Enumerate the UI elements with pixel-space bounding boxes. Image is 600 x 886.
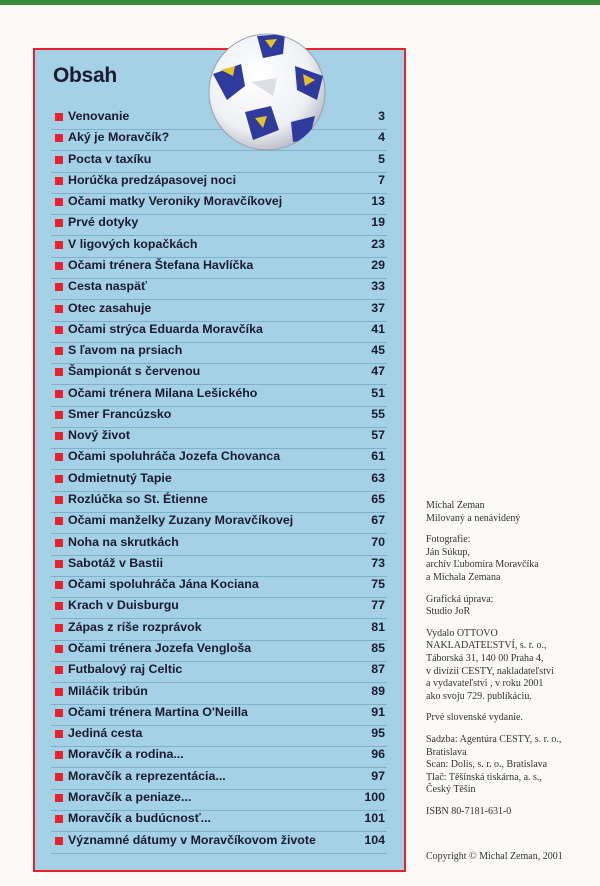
toc-entry[interactable] xyxy=(51,214,387,236)
square-bullet-icon xyxy=(55,794,63,802)
toc-entry[interactable] xyxy=(51,406,387,428)
toc-entry[interactable] xyxy=(51,300,387,322)
toc-entry-page: 67 xyxy=(371,513,385,528)
toc-entry-page: 55 xyxy=(371,406,385,421)
toc-entry-page: 57 xyxy=(371,428,385,443)
square-bullet-icon xyxy=(55,815,63,823)
toc-entry[interactable] xyxy=(51,278,387,300)
colophon-publisher-line: Vydalo OTTOVO xyxy=(426,627,498,639)
toc-entry-page: 23 xyxy=(371,236,385,251)
toc-entry-title: Zápas z ríše rozprávok xyxy=(68,619,202,634)
toc-entry-title: Očami manželky Zuzany Moravčíkovej xyxy=(68,513,294,528)
toc-entry[interactable] xyxy=(51,427,387,449)
square-bullet-icon xyxy=(55,475,63,483)
toc-entry-title: Smer Francúzsko xyxy=(68,406,172,421)
toc-entry-page: 77 xyxy=(371,598,385,613)
colophon-publisher-line: ako svoju 729. publikáciu. xyxy=(426,690,532,702)
toc-entry-title: Očami spoluhráča Jozefa Chovanca xyxy=(68,449,281,464)
toc-entry-title: Rozlúčka so St. Étienne xyxy=(68,492,208,507)
square-bullet-icon xyxy=(55,539,63,547)
toc-entry-page: 5 xyxy=(378,151,385,166)
square-bullet-icon xyxy=(55,645,63,653)
toc-entry-page: 81 xyxy=(371,619,385,634)
toc-entry[interactable] xyxy=(51,534,387,556)
toc-entry-title: Miláčik tribún xyxy=(68,683,148,698)
toc-entry[interactable] xyxy=(51,619,387,641)
colophon-publisher-line: a vydavateľstvi , v roku 2001 xyxy=(426,678,544,690)
toc-entry-title: Očami trénera Štefana Havlíčka xyxy=(68,257,254,272)
toc-entry-title: Očami strýca Eduarda Moravčíka xyxy=(68,321,263,336)
toc-entry-title: S ľavom na prsiach xyxy=(68,343,183,358)
toc-entry-page: 41 xyxy=(371,321,385,336)
toc-entry[interactable] xyxy=(51,640,387,662)
toc-entry-page: 29 xyxy=(371,257,385,272)
toc-entry[interactable] xyxy=(51,789,387,811)
football-image xyxy=(205,30,329,154)
toc-entry-page: 95 xyxy=(371,726,385,741)
square-bullet-icon xyxy=(55,219,63,227)
colophon-publisher-line: NAKLADATEĽSTVÍ, s. r. o., xyxy=(426,640,547,652)
colophon-design-line: Studio JoR xyxy=(426,606,471,618)
toc-entry[interactable] xyxy=(51,342,387,364)
square-bullet-icon xyxy=(55,837,63,845)
toc-entry[interactable] xyxy=(51,768,387,790)
colophon-design-line: Grafická úprava: xyxy=(426,593,494,605)
square-bullet-icon xyxy=(55,368,63,376)
toc-entry[interactable] xyxy=(51,321,387,343)
toc-entry[interactable] xyxy=(51,576,387,598)
toc-entry-page: 4 xyxy=(378,130,385,145)
toc-entry-title: Venovanie xyxy=(68,109,130,123)
toc-entry[interactable] xyxy=(51,725,387,747)
toc-entry-page: 89 xyxy=(371,683,385,698)
toc-entry[interactable] xyxy=(51,236,387,258)
toc-entry[interactable] xyxy=(51,512,387,534)
colophon-production-line: Sadzba: Agentúra CESTY, s. r. o., xyxy=(426,733,562,745)
toc-list xyxy=(35,50,404,870)
toc-entry[interactable] xyxy=(51,491,387,513)
toc-entry-title: Prvé dotyky xyxy=(68,215,139,230)
toc-entry[interactable] xyxy=(51,810,387,832)
toc-entry[interactable] xyxy=(51,597,387,619)
toc-entry-page: 47 xyxy=(371,364,385,379)
contents-panel xyxy=(33,48,406,872)
toc-entry-page: 51 xyxy=(371,385,385,400)
toc-entry-page: 101 xyxy=(364,811,385,826)
toc-entry-title: Otec zasahuje xyxy=(68,300,152,315)
colophon-production-line: Tlač: Těšínská tiskárna, a. s., xyxy=(426,771,542,783)
toc-entry-page: 65 xyxy=(371,492,385,507)
toc-entry-title: Očami trénera Jozefa Vengloša xyxy=(68,641,252,655)
toc-entry-title: Horúčka predzápasovej noci xyxy=(68,172,237,187)
square-bullet-icon xyxy=(55,453,63,461)
square-bullet-icon xyxy=(55,198,63,206)
square-bullet-icon xyxy=(55,113,63,121)
toc-entry[interactable] xyxy=(51,683,387,705)
toc-entry[interactable] xyxy=(51,193,387,215)
square-bullet-icon xyxy=(55,581,63,589)
toc-entry-title: V ligových kopačkách xyxy=(68,236,198,251)
toc-entry[interactable] xyxy=(51,661,387,683)
toc-entry-title: Cesta naspäť xyxy=(68,279,147,294)
toc-entry-page: 19 xyxy=(371,215,385,230)
toc-entry-title: Moravčík a budúcnosť... xyxy=(68,811,211,826)
toc-entry-title: Očami trénera Milana Lešického xyxy=(68,385,258,400)
toc-entry-title: Noha na skrutkách xyxy=(68,534,179,549)
toc-entry[interactable] xyxy=(51,385,387,407)
toc-entry-title: Futbalový raj Celtic xyxy=(68,662,183,677)
toc-entry-page: 63 xyxy=(371,470,385,485)
toc-entry-page: 85 xyxy=(371,641,385,655)
square-bullet-icon xyxy=(55,560,63,568)
colophon-publisher-line: v divízii CESTY, nakladateľstvi xyxy=(426,665,554,677)
toc-entry-page: 37 xyxy=(371,300,385,315)
toc-entry-title: Očami trénera Martina O'Neilla xyxy=(68,704,248,719)
square-bullet-icon xyxy=(55,177,63,185)
colophon-production-line: Bratislava xyxy=(426,746,467,758)
square-bullet-icon xyxy=(55,262,63,270)
toc-entry-page: 7 xyxy=(378,172,385,187)
square-bullet-icon xyxy=(55,496,63,504)
square-bullet-icon xyxy=(55,411,63,419)
square-bullet-icon xyxy=(55,347,63,355)
toc-entry-title: Moravčík a reprezentácia... xyxy=(68,768,226,783)
toc-entry-page: 104 xyxy=(364,832,385,847)
toc-entry-page: 97 xyxy=(371,768,385,783)
toc-entry[interactable] xyxy=(51,555,387,577)
toc-entry-title: Jediná cesta xyxy=(68,726,143,741)
square-bullet-icon xyxy=(55,730,63,738)
toc-entry[interactable] xyxy=(51,172,387,194)
toc-entry-page: 96 xyxy=(371,747,385,762)
square-bullet-icon xyxy=(55,624,63,632)
toc-entry-title: Odmietnutý Tapie xyxy=(68,470,172,485)
colophon-photos-line: Ján Súkup, xyxy=(426,546,470,558)
colophon-publisher-line: Táborská 31, 140 00 Praha 4, xyxy=(426,652,544,664)
toc-entry-page: 33 xyxy=(371,279,385,294)
square-bullet-icon xyxy=(55,305,63,313)
colophon-edition: Prvé slovenské vydanie. xyxy=(426,712,523,724)
colophon-isbn: ISBN 80-7181-631-0 xyxy=(426,805,512,817)
toc-entry-page: 73 xyxy=(371,555,385,570)
toc-entry-page: 70 xyxy=(371,534,385,549)
toc-entry-title: Moravčík a peniaze... xyxy=(68,789,192,804)
toc-entry[interactable] xyxy=(51,470,387,492)
toc-entry-title: Šampionát s červenou xyxy=(68,364,201,379)
toc-entry-page: 75 xyxy=(371,577,385,592)
toc-entry[interactable] xyxy=(51,448,387,470)
colophon-copyright: Copyright © Michal Zeman, 2001 xyxy=(426,851,563,862)
square-bullet-icon xyxy=(55,283,63,291)
toc-entry-title: Nový život xyxy=(68,428,130,443)
colophon-photos-line: a Michala Zemana xyxy=(426,571,501,583)
square-bullet-icon xyxy=(55,709,63,717)
toc-entry-page: 61 xyxy=(371,449,385,464)
colophon-production-line: Český Těšín xyxy=(426,784,476,796)
square-bullet-icon xyxy=(55,666,63,674)
toc-entry[interactable] xyxy=(51,832,387,854)
toc-entry[interactable] xyxy=(51,704,387,726)
colophon-book-title: Milovaný a nenávidený xyxy=(426,512,521,524)
toc-entry-title: Očami matky Veroniky Moravčíkovej xyxy=(68,194,283,209)
square-bullet-icon xyxy=(55,326,63,334)
toc-entry-page: 100 xyxy=(364,789,385,804)
square-bullet-icon xyxy=(55,751,63,759)
toc-entry-page: 13 xyxy=(371,194,385,209)
colophon-photos-line: Fotografie: xyxy=(426,534,471,546)
square-bullet-icon xyxy=(55,773,63,781)
square-bullet-icon xyxy=(55,688,63,696)
toc-entry[interactable] xyxy=(51,363,387,385)
toc-entry-page: 91 xyxy=(371,704,385,719)
toc-entry-title: Aký je Moravčík? xyxy=(68,130,170,145)
toc-entry-page: 45 xyxy=(371,343,385,358)
toc-entry-title: Krach v Duisburgu xyxy=(68,598,179,613)
colophon-photos-line: archív Ľubomíra Moravčíka xyxy=(426,559,539,571)
toc-entry-title: Očami spoluhráča Jána Kociana xyxy=(68,577,259,592)
square-bullet-icon xyxy=(55,602,63,610)
toc-entry-title: Významné dátumy v Moravčíkovom živote xyxy=(68,832,316,847)
top-green-strip xyxy=(0,0,600,5)
toc-entry-title: Pocta v taxíku xyxy=(68,151,152,166)
square-bullet-icon xyxy=(55,156,63,164)
toc-entry[interactable] xyxy=(51,746,387,768)
square-bullet-icon xyxy=(55,390,63,398)
colophon xyxy=(426,500,596,827)
colophon-author: Michal Zeman xyxy=(426,500,485,511)
square-bullet-icon xyxy=(55,241,63,249)
contents-title: Obsah xyxy=(53,64,117,87)
square-bullet-icon xyxy=(55,134,63,142)
toc-entry-page: 87 xyxy=(371,662,385,677)
square-bullet-icon xyxy=(55,517,63,525)
colophon-production-line: Scan: Dolis, s. r. o., Bratislava xyxy=(426,759,548,771)
square-bullet-icon xyxy=(55,432,63,440)
toc-entry-title: Sabotáž v Bastii xyxy=(68,555,164,570)
toc-entry[interactable] xyxy=(51,257,387,279)
toc-entry-page: 3 xyxy=(378,109,385,123)
toc-entry-title: Moravčík a rodina... xyxy=(68,747,184,762)
